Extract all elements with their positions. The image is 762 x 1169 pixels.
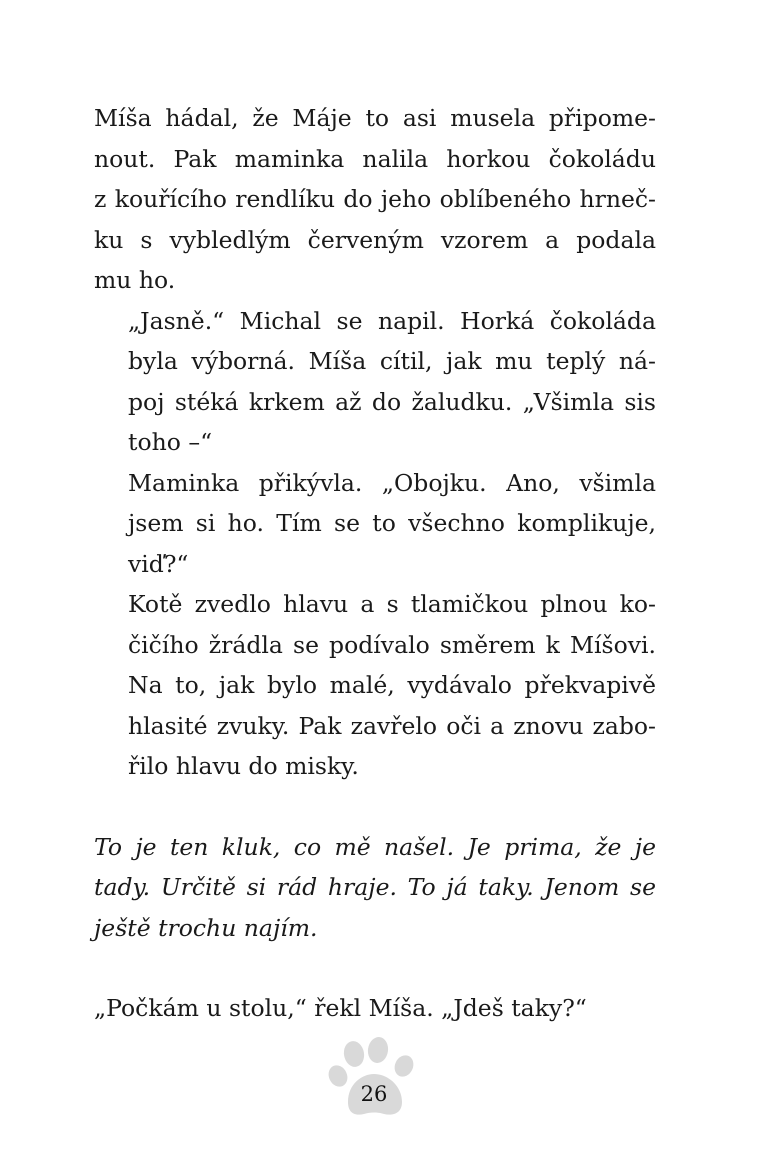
text-line: Na to, jak bylo malé, vydávalo překvapivě [128,671,656,699]
text-line: ku s vybledlým červeným vzorem a podala [94,225,656,254]
page-content [94,98,656,1029]
text-line: Kotě zvedlo hlavu a s tlamičkou plnou ko- [128,590,656,618]
body-text [94,98,656,787]
paw-print-icon [326,1036,418,1120]
text-line: mu ho. [94,266,176,294]
text-line: nout. Pak maminka nalila horkou čokoládu [94,144,656,173]
text-line: hlasité zvuky. Pak zavřelo oči a znovu zabo- [128,711,656,740]
paragraph [94,463,656,585]
text-line: Maminka přikývla. „Obojku. Ano, všimla [128,468,656,497]
thought-line: tady. Určitě si rád hraje. To já taky. Jenom se [94,873,656,901]
paragraph [94,301,656,463]
text-line: jsem si ho. Tím se to všechno komplikuje, [128,509,656,537]
text-line: toho –“ [128,428,213,456]
paragraph [94,584,656,787]
text-line: čičího žrádla se podívalo směrem k Míšovi. [128,630,656,659]
text-line: viď?“ [128,549,189,578]
kitten-thought-text [94,827,656,949]
text-line: byla výborná. Míša cítil, jak mu teplý ná- [128,347,656,375]
text-line: řilo hlavu do misky. [128,752,359,780]
text-line: Míša hádal, že Máje to asi musela připome- [94,104,656,132]
page-number: 26 [360,1082,388,1106]
thought-line: To je ten kluk, co mě našel. Je prima, že je [94,832,656,861]
page-folio [326,1036,418,1120]
thought-line: ještě trochu najím. [94,913,318,942]
text-line: z kouřícího rendlíku do jeho oblíbeného hrneč- [94,185,656,213]
text-line: poj stéká krkem až do žaludku. „Všimla sis [128,387,656,416]
closing-line: „Počkám u stolu,“ řekl Míša. „Jdeš taky?“ [94,994,587,1022]
text-line: „Jasně.“ Michal se napil. Horká čokoláda [128,306,656,335]
paragraph [94,98,656,301]
